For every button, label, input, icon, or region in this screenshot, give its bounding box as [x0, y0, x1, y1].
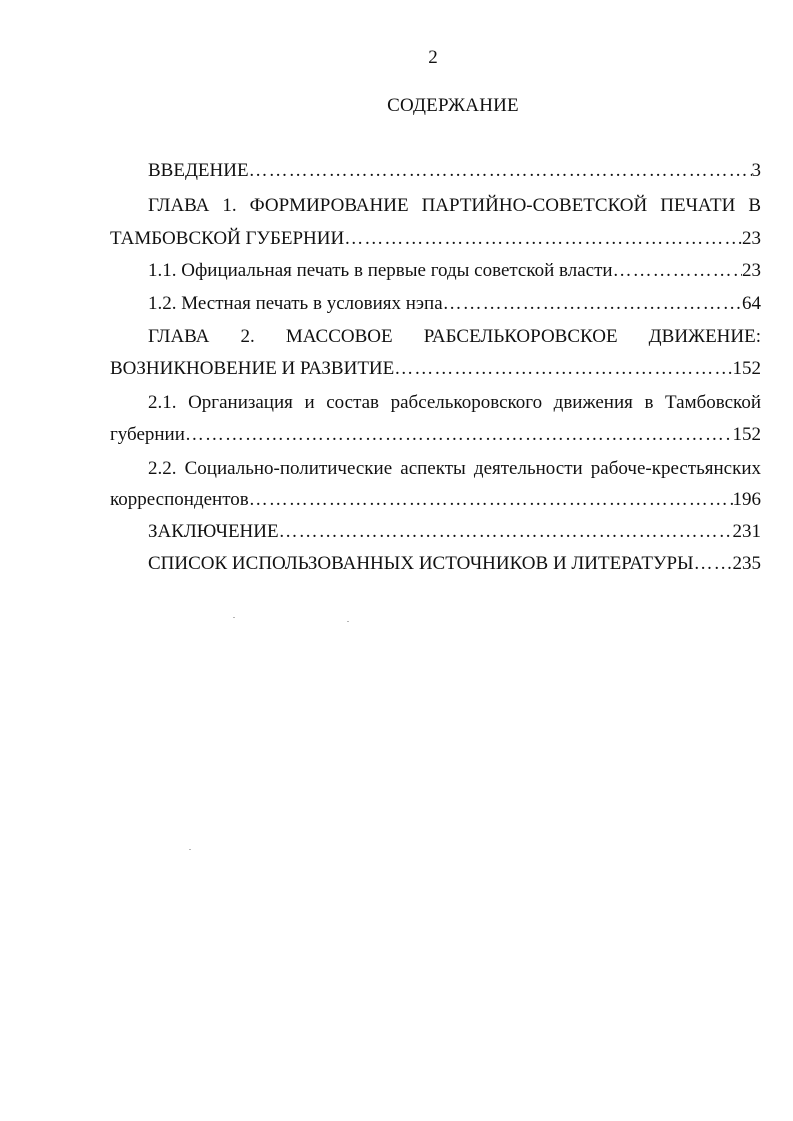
scan-speck	[347, 621, 349, 622]
toc-heading: СОДЕРЖАНИЕ	[387, 95, 519, 116]
toc-entry-page: 196	[732, 489, 761, 510]
toc-leader-dots	[185, 422, 733, 448]
toc-entry-section-2-2-line-2[interactable]	[110, 487, 761, 513]
toc-leader-dots	[249, 487, 733, 513]
toc-entry-chapter-1-line-2[interactable]	[110, 226, 761, 252]
toc-entry-page: 23	[742, 228, 761, 249]
toc-entry-chapter-2-line-2[interactable]	[110, 356, 761, 382]
toc-entry-title: 2.1. Организация и состав рабселькоровского движения в Тамбовской	[148, 392, 761, 413]
toc-entry-page: 152	[732, 358, 761, 379]
toc-entry-section-2-1-line-1[interactable]	[148, 390, 761, 416]
toc-entry-section-1-1[interactable]	[148, 258, 761, 284]
toc-entry-chapter-2-line-1[interactable]	[148, 324, 761, 350]
toc-entry-conclusion[interactable]	[148, 519, 761, 545]
toc-leader-dots	[443, 291, 742, 317]
page-number: 2	[428, 47, 438, 68]
toc-leader-dots	[344, 226, 742, 252]
toc-leader-dots	[279, 519, 733, 545]
toc-entry-title-continued: губернии	[110, 424, 185, 445]
toc-entry-title: 1.2. Местная печать в условиях нэпа	[148, 293, 443, 314]
toc-leader-dots	[249, 158, 752, 184]
toc-entry-title: ВВЕДЕНИЕ	[148, 160, 249, 181]
toc-entry-title: ГЛАВА 2. МАССОВОЕ РАБСЕЛЬКОРОВСКОЕ ДВИЖЕНИЕ:	[148, 326, 761, 347]
toc-entry-section-2-1-line-2[interactable]	[110, 422, 761, 448]
scan-speck	[189, 849, 191, 850]
toc-entry-chapter-1-line-1[interactable]	[148, 193, 761, 219]
toc-leader-dots	[613, 258, 742, 284]
toc-entry-title: ЗАКЛЮЧЕНИЕ	[148, 521, 279, 542]
toc-entry-page: 64	[742, 293, 761, 314]
scan-speck	[233, 617, 235, 618]
toc-entry-section-2-2-line-1[interactable]	[148, 456, 761, 482]
toc-entry-page: 152	[732, 424, 761, 445]
toc-entry-title-continued: корреспондентов	[110, 489, 249, 510]
toc-leader-dots	[394, 356, 732, 382]
toc-entry-page: 3	[751, 160, 761, 181]
toc-entry-title: СПИСОК ИСПОЛЬЗОВАННЫХ ИСТОЧНИКОВ И ЛИТЕРАТУРЫ	[148, 553, 694, 574]
toc-entry-title: 2.2. Социально-политические аспекты деятельности рабоче-крестьянских	[148, 458, 761, 479]
toc-entry-title: 1.1. Официальная печать в первые годы советской власти	[148, 260, 613, 281]
toc-entry-sources[interactable]	[148, 551, 761, 577]
toc-entry-page: 235	[732, 553, 761, 574]
toc-leader-dots	[694, 551, 733, 577]
toc-entry-title-continued: ТАМБОВСКОЙ ГУБЕРНИИ	[110, 228, 345, 249]
toc-entry-page: 231	[732, 521, 761, 542]
toc-entry-page: 23	[742, 260, 761, 281]
toc-entry-title-continued: ВОЗНИКНОВЕНИЕ И РАЗВИТИЕ	[110, 358, 395, 379]
toc-entry-title: ГЛАВА 1. ФОРМИРОВАНИЕ ПАРТИЙНО-СОВЕТСКОЙ ПЕЧАТИ В	[148, 195, 761, 216]
toc-entry-section-1-2[interactable]	[148, 291, 761, 317]
toc-entry-introduction[interactable]	[148, 158, 761, 184]
